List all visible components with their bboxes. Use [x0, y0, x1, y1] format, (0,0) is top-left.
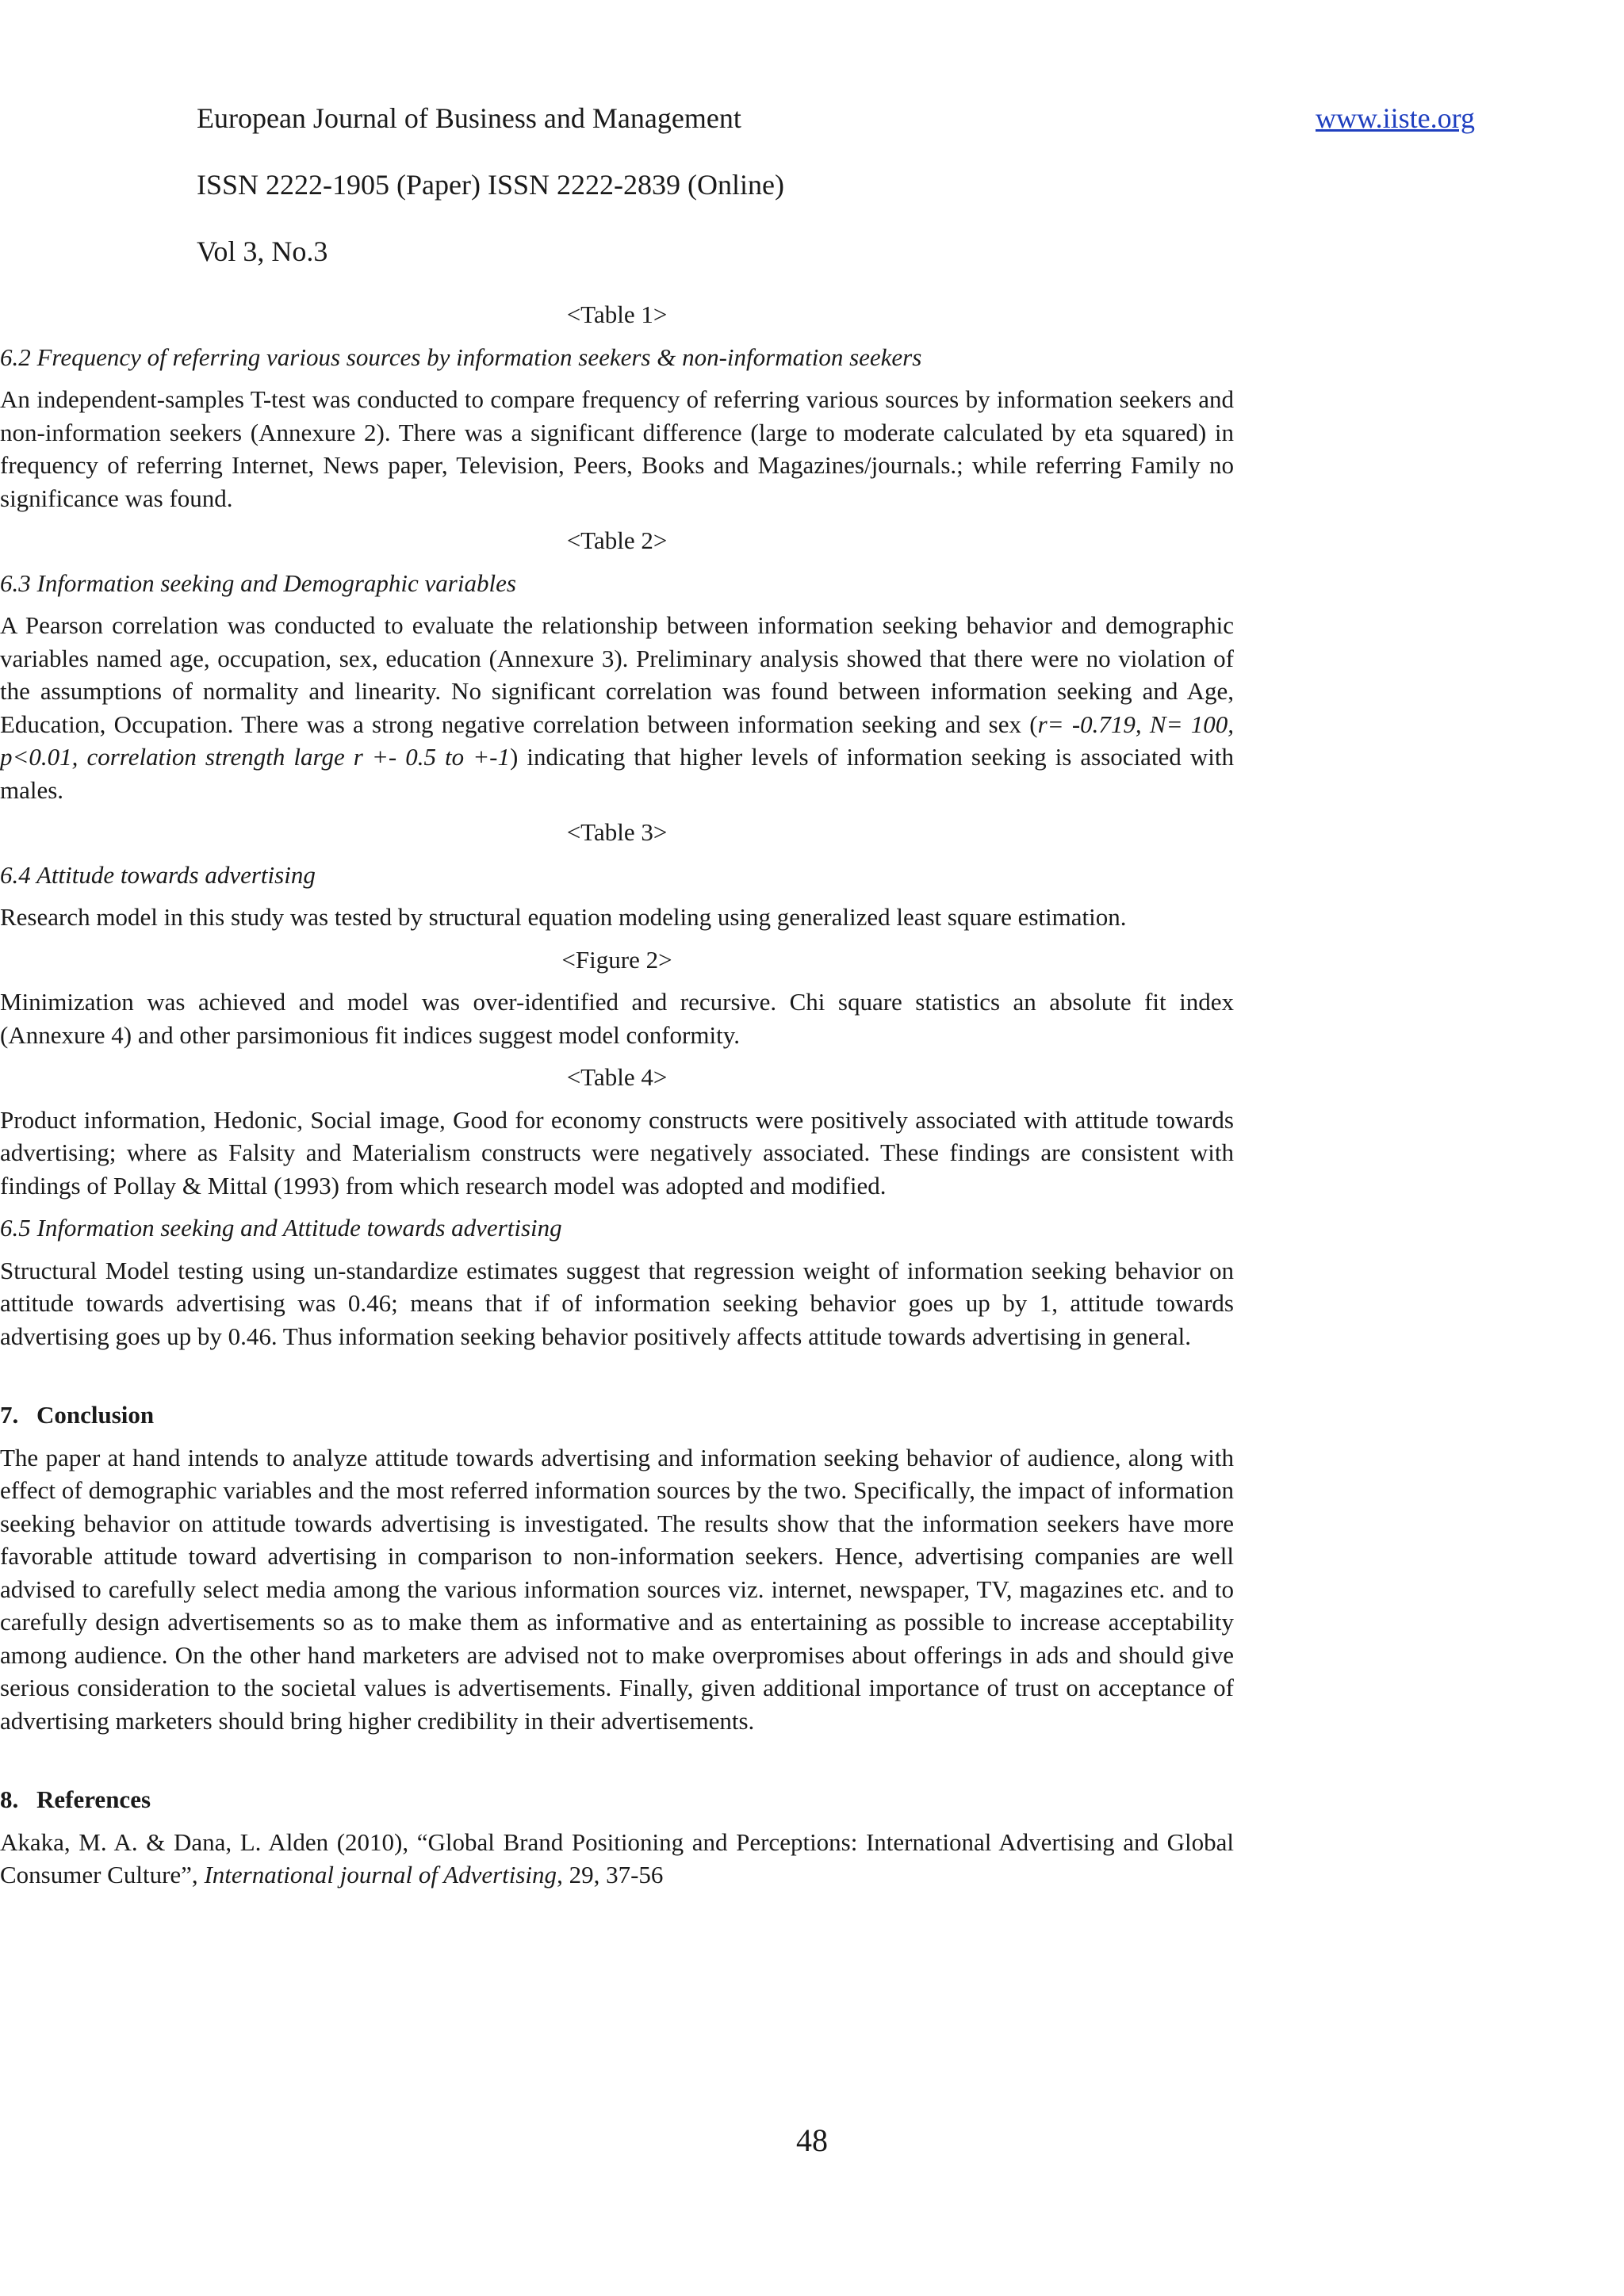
section-6-3-paragraph [0, 609, 1234, 806]
section-6-4-paragraph: Research model in this study was tested by structural equation modeling using generalized least square estimation. [0, 903, 1127, 931]
conclusion-title: Conclusion [36, 1401, 155, 1429]
section-6-4-paragraph-2: Minimization was achieved and model was over-identified and recursive. Chi square statistics an absolute fit index (Annexure 4) and other parsimonious fit indices suggest model conformity. [0, 988, 1234, 1049]
table-1-placeholder: <Table 1> [566, 300, 668, 328]
section-6-5-paragraph: Structural Model testing using un-standardize estimates suggest that regression weight of information seeking behavior on attitude towards advertising was 0.46; means that if of information seeking behavior goes up by 1, attitude towards advertising goes up by 0.46. Thus information seeking behavior positively affects attitude towards advertising in general. [0, 1256, 1234, 1350]
page-header [197, 94, 1475, 276]
reference-1-text-b: , 29, 37-56 [557, 1861, 664, 1888]
references-heading [0, 1783, 1234, 1816]
section-6-2-heading: 6.2 Frequency of referring various sources by information seekers & non-information seekers [0, 342, 922, 371]
section-6-4-heading: 6.4 Attitude towards advertising [0, 860, 316, 889]
conclusion-number: 7. [0, 1401, 19, 1429]
table-4-placeholder: <Table 4> [566, 1063, 668, 1091]
conclusion-paragraph: The paper at hand intends to analyze attitude towards advertising and information seeking behavior of audience, along with effect of demographic variables and the most referred information sources by the two. Specifically, the impact of information seeking behavior on attitude towards advertising is investigated. The results show that the information seekers have more favorable attitude toward advertising in comparison to non-information seekers. Hence, advertising companies are well advised to carefully select media among the various information sources viz. internet, newspaper, TV, magazines etc. and to carefully design advertisements so as to make them as informative and as entertaining as possible to increase acceptability among audience. On the other hand marketers are advised not to make overpromises about offerings in ads and should give serious consideration to the societal values is advertisements. Finally, given additional importance of trust on acceptance of advertising marketers should bring higher credibility in their advertisements. [0, 1443, 1234, 1735]
section-6-2-paragraph: An independent-samples T-test was conducted to compare frequency of referring various sources by information seekers and non-information seekers (Annexure 2). There was a significant difference (large to moderate calculated by eta squared) in frequency of referring Internet, News paper, Television, Peers, Books and Magazines/journals.; while referring Family no significance was found. [0, 385, 1234, 512]
references-number: 8. [0, 1785, 19, 1813]
table-2-placeholder: <Table 2> [566, 526, 668, 554]
figure-2-placeholder: <Figure 2> [561, 945, 672, 974]
section-6-3-text-a: A Pearson correlation was conducted to evaluate the relationship between information seeking behavior and demographic variables named age, occupation, sex, education (Annexure 3). Preliminary analysis showed that there were no violation of the assumptions of normality and linearity. No significant correlation was found between information seeking and Age, Education, Occupation. There was a strong negative correlation between information seeking and sex ( [0, 611, 1234, 738]
references-title: References [36, 1785, 151, 1813]
issn-line: ISSN 2222-1905 (Paper) ISSN 2222-2839 (Online) [197, 169, 784, 201]
journal-title: European Journal of Business and Management [197, 102, 741, 134]
reference-item [0, 1826, 1234, 1892]
header-row [197, 94, 1475, 143]
section-6-5-heading: 6.5 Information seeking and Attitude towards advertising [0, 1214, 562, 1242]
conclusion-heading [0, 1399, 1234, 1432]
reference-1-text-a: Akaka, M. A. & Dana, L. Alden (2010), “Global Brand Positioning and Perceptions: International Advertising and Global Consumer Culture”, [0, 1827, 1234, 1888]
table-3-placeholder: <Table 3> [566, 818, 668, 846]
journal-website-link[interactable]: www.iiste.org [1316, 102, 1475, 134]
article-body [0, 298, 1234, 1892]
page-number: 48 [796, 2122, 828, 2158]
section-6-4-paragraph-3: Product information, Hedonic, Social image, Good for economy constructs were positively associated with attitude towards advertising; where as Falsity and Materialism constructs were negatively associated. These findings are consistent with findings of Pollay & Mittal (1993) from which research model was adopted and modified. [0, 1105, 1234, 1200]
section-6-3-heading: 6.3 Information seeking and Demographic variables [0, 568, 516, 597]
section-6-3-text-b: ) indicating that higher levels of information seeking is associated with males. [0, 743, 1234, 804]
reference-1-journal: International journal of Advertising [204, 1861, 557, 1888]
correlation-statistics: r= -0.719, N= 100, p<0.01, correlation strength large r +- 0.5 to +-1 [0, 710, 1234, 771]
volume-line: Vol 3, No.3 [197, 235, 328, 267]
